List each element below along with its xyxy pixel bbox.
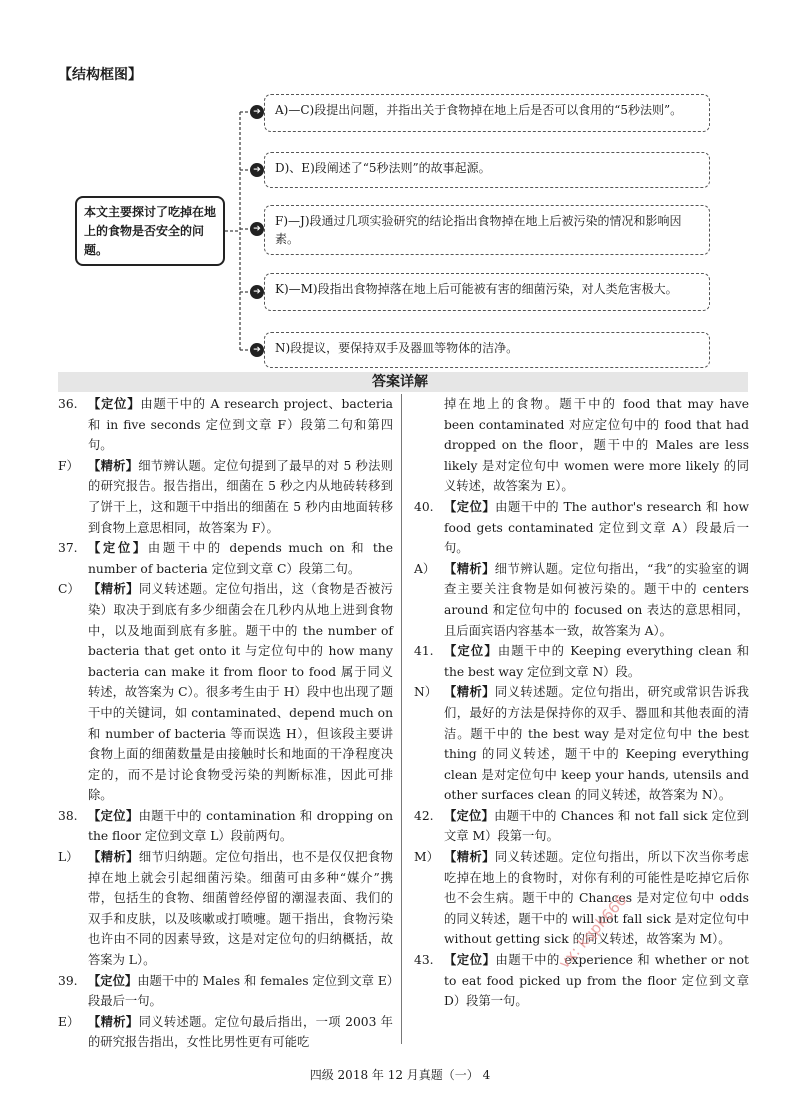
answer-item xyxy=(414,394,749,497)
item-tag: 【精析】 xyxy=(88,850,139,865)
answer-item xyxy=(58,806,393,847)
item-number: 42. xyxy=(414,808,434,823)
item-tag: 【精析】 xyxy=(88,1014,139,1029)
arrow-icon: ➔ xyxy=(250,163,264,177)
structure-box-5: N)段提议，要保持双手及器皿等物体的洁净。 xyxy=(264,332,710,368)
structure-box-2: D)、E)段阐述了“5秒法则”的故事起源。 xyxy=(264,152,710,188)
answer-column-left xyxy=(58,394,393,1053)
summary-box: 本文主要探讨了吃掉在地上的食物是否安全的问题。 xyxy=(75,196,225,266)
answer-title: 答案详解 xyxy=(372,374,428,390)
item-text: 由题干中的 depends much on 和 the number of bacteria 定位到文章 C）段第二句。 xyxy=(88,541,393,576)
item-tag: 【定位】 xyxy=(88,808,139,823)
answer-item xyxy=(58,456,393,538)
item-tag: 【定位】 xyxy=(88,397,141,411)
item-tag: 【定位】 xyxy=(444,644,498,659)
item-tag: 【定位】 xyxy=(88,973,138,988)
answer-item xyxy=(414,641,749,682)
arrow-icon: ➔ xyxy=(250,343,264,357)
answer-item xyxy=(414,497,749,559)
answer-item xyxy=(58,394,393,456)
item-text: 同义转述题。定位句指出，所以下次当你考虑吃掉在地上的食物时，对你有利的可能性是吃掉它后你也不会生病。题干中的 Chances 是对定位句中 odds 的同义转述，题干中的 will not fall sick 是对定位句中 without getting sick 的同义转述，故答案为 M）。 xyxy=(444,850,749,947)
structure-box-1: A)—C)段提出问题，并指出关于食物掉在地上后是否可以食用的“5秒法则”。 xyxy=(264,94,710,132)
item-tag: 【定位】 xyxy=(88,541,148,556)
item-text: 由题干中的 The author's research 和 how food gets contaminated 定位到文章 A）段最后一句。 xyxy=(444,499,749,556)
item-number: 38. xyxy=(58,808,78,823)
item-number: N） xyxy=(414,685,438,700)
item-number: M） xyxy=(414,850,439,865)
structure-box-4: K)—M)段指出食物掉落在地上后可能被有害的细菌污染，对人类危害极大。 xyxy=(264,273,710,311)
item-text: 同义转述题。定位句指出，研究或常识告诉我们，最好的方法是保持你的双手、器皿和其他表面的清洁。题干中的 the best way 是对定位句中 the best thing 的同义转述，题干中的 Keeping everything clean 是对定位句中 keep your hands, utensils and other surfaces clean 的同义转述，故答案为 N）。 xyxy=(444,685,749,803)
item-number: 40. xyxy=(414,499,434,514)
answer-item xyxy=(414,806,749,847)
item-tag: 【精析】 xyxy=(88,582,139,597)
item-text: 由题干中的 Keeping everything clean 和 the best way 定位到文章 N）段。 xyxy=(444,644,749,679)
answer-item xyxy=(58,971,393,1012)
arrow-icon: ➔ xyxy=(250,285,264,299)
arrow-icon: ➔ xyxy=(250,105,264,119)
item-tag: 【精析】 xyxy=(444,561,495,576)
item-number: A） xyxy=(414,561,436,576)
item-text: 同义转述题。定位句指出，这（食物是否被污染）取决于到底有多少细菌会在几秒内从地上进到食物中，以及地面到底有多脏。题干中的 the number of bacteria that get onto it 与定位句中的 how many bacteria can make it from floor to food 属于同义转述，故答案为 C）。很多考生由于 H）段中也出现了题干中的关键词，如 contaminated、depend much on 和 number of bacteria 等而误选 H），但该段主要讲食物上面的细菌数量是由接触时长和地面的干净程度决定的，而不是讨论食物受污染的判断标准，因此可排除。 xyxy=(88,582,393,803)
item-number: C） xyxy=(58,582,80,597)
answer-item xyxy=(58,1012,393,1053)
section-title: 【结构框图】 xyxy=(58,67,142,83)
item-text: 由题干中的 experience 和 whether or not to eat food picked up from the floor 定位到文章 D）段第一句。 xyxy=(444,953,749,1009)
answer-column-right xyxy=(414,394,749,1012)
answer-item xyxy=(414,682,749,806)
answer-item xyxy=(58,538,393,579)
answer-item xyxy=(414,559,749,641)
item-number: 36. xyxy=(58,397,78,411)
item-text: 由题干中的 A research project、bacteria 和 in five seconds 定位到文章 F）段第二句和第四句。 xyxy=(88,397,393,453)
item-number: F） xyxy=(58,458,79,473)
item-tag: 【精析】 xyxy=(88,458,139,473)
answer-item xyxy=(58,847,393,971)
item-text: 由题干中的 contamination 和 dropping on the floor 定位到文章 L）段前两句。 xyxy=(88,808,393,844)
structure-connectors xyxy=(0,0,800,380)
column-divider xyxy=(401,394,402,1044)
structure-box-3: F)—J)段通过几项实验研究的结论指出食物掉在地上后被污染的情况和影响因素。 xyxy=(264,205,710,255)
item-tag: 【定位】 xyxy=(444,499,496,514)
item-tag: 【精析】 xyxy=(444,850,495,865)
item-number: 41. xyxy=(414,644,434,659)
item-text: 细节辨认题。定位句提到了最早的对 5 秒法则的研究报告。报告指出，细菌在 5 秒之内从地砖转移到了饼干上，这和题干中指出的细菌在 5 秒内由地面转移到食物上意思相同，故答案为 F）。 xyxy=(88,458,393,535)
item-text: 同义转述题。定位句最后指出，一项 2003 年的研究报告指出，女性比男性更有可能吃 xyxy=(88,1014,393,1050)
item-tag: 【定位】 xyxy=(444,808,495,823)
item-number: E） xyxy=(58,1014,80,1029)
item-number: 37. xyxy=(58,541,78,556)
page-footer: 四级 2018 年 12 月真题（一） 4 xyxy=(309,1068,491,1082)
item-number: 43. xyxy=(414,953,434,968)
answer-item xyxy=(58,579,393,806)
item-text: 掉在地上的食物。题干中的 food that may have been contaminated 对应定位句中的 food that had dropped on the floor，题干中的 Males are less likely 是对定位句中 women were more likely 的同义转述，故答案为 E）。 xyxy=(444,397,749,494)
item-text: 由题干中的 Chances 和 not fall sick 定位到文章 M）段第一句。 xyxy=(444,808,749,844)
item-tag: 【精析】 xyxy=(444,685,495,700)
arrow-icon: ➔ xyxy=(250,222,264,236)
item-text: 细节归纳题。定位句指出，也不是仅仅把食物掉在地上就会引起细菌污染。细菌可由多种“媒介”携带，包括生的食物、细菌曾经停留的潮湿表面、我们的双手和皮肤，以及咳嗽或打喷嚏。题干指出，食物污染也许由不同的因素导致，这是对定位句的归纳概括，故答案为 L）。 xyxy=(88,850,393,968)
item-tag: 【定位】 xyxy=(444,953,496,968)
item-text: 细节辨认题。定位句指出，“我”的实验室的调查主要关注食物是如何被污染的。题干中的 centers around 和定位句中的 focused on 表达的意思相同，且后面宾语内容基本一致，故答案为 A）。 xyxy=(444,561,749,638)
answer-item xyxy=(414,950,749,1012)
item-number: L） xyxy=(58,850,79,865)
watermark: vx: kqpk666 xyxy=(555,891,631,973)
item-text: 由题干中的 Males 和 females 定位到文章 E）段最后一句。 xyxy=(88,973,393,1009)
item-number: 39. xyxy=(58,973,78,988)
